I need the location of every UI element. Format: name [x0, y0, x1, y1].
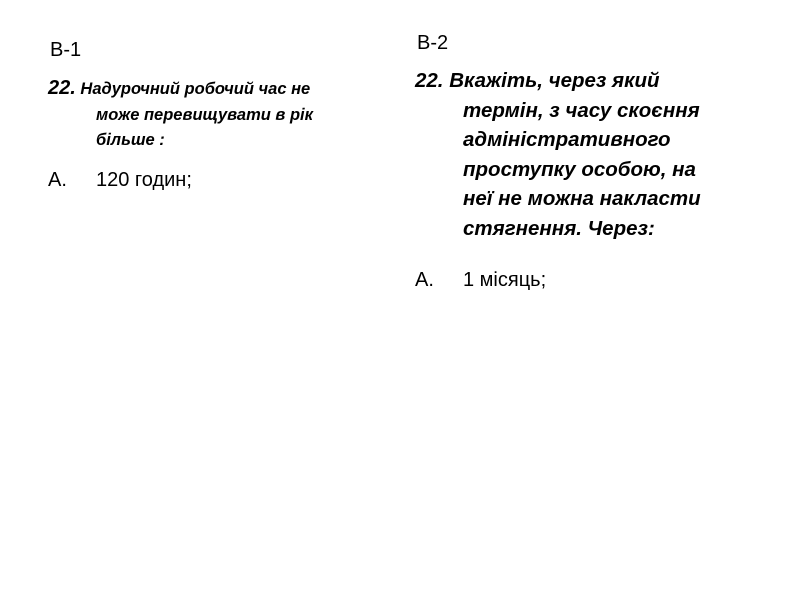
variant-1-answer — [48, 168, 192, 192]
variant-2-answer-text: 1 місяць; — [463, 269, 547, 291]
variant-2-question-line-2: термін, з часу скоєння — [463, 98, 700, 122]
variant-1-answer-letter: А. — [48, 169, 67, 191]
variant-2-question-line-1 — [415, 66, 775, 96]
variant-2-question-line-3: адміністративного — [463, 128, 671, 151]
variant-1-question — [48, 76, 378, 154]
variant-2-answer — [415, 268, 546, 292]
variant-1-answer-text: 120 годин; — [96, 169, 192, 191]
variant-1-label: В-1 — [50, 39, 82, 61]
variant-2-question-number: 22. — [415, 69, 444, 92]
variant-1-question-line-2: може перевищувати в рік — [96, 105, 313, 124]
variant-2-question-line-6: стягнення. Через: — [463, 216, 655, 240]
variant-2-question-line-5: неї не можна накласти — [463, 187, 701, 210]
variant-1-question-text-1: Надурочний робочий час не — [80, 80, 311, 98]
variant-2-answer-letter: А. — [415, 269, 434, 291]
variant-2-question-text-1: Вкажіть, через який — [449, 69, 660, 92]
variant-1-question-number: 22. — [48, 77, 76, 99]
variant-2-label: В-2 — [417, 32, 449, 54]
variant-1-question-line-3: більше : — [96, 131, 165, 149]
variant-1-question-line-1 — [48, 76, 378, 103]
variant-2-question-line-4: проступку особою, на — [463, 157, 696, 181]
variant-2-question — [415, 66, 775, 243]
